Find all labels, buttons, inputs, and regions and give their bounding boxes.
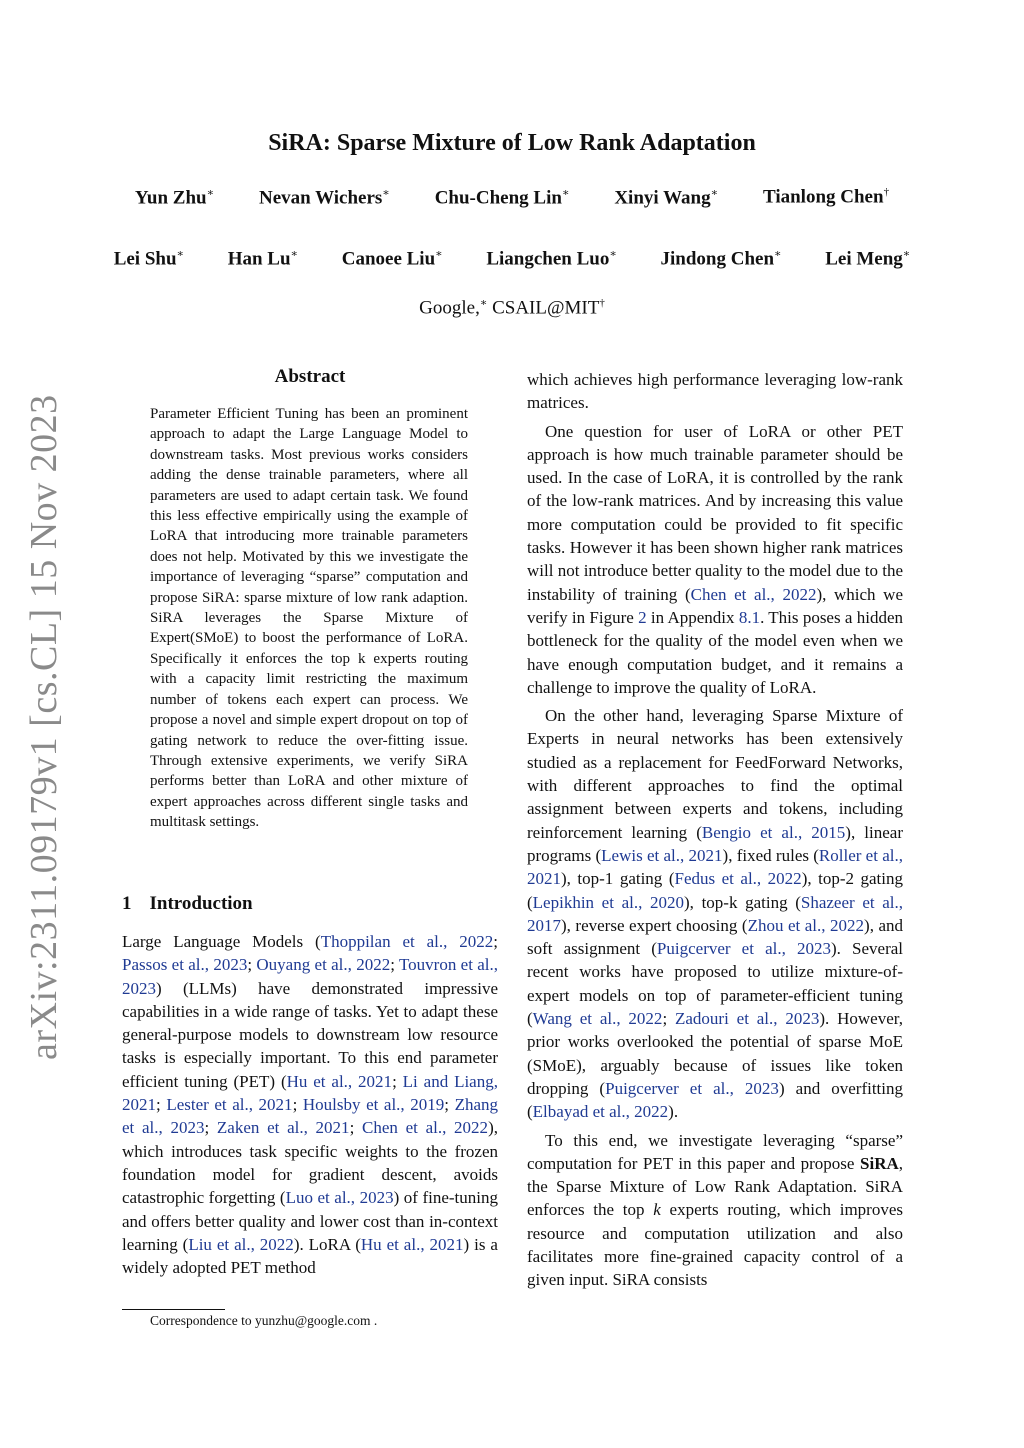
paragraph: One question for user of LoRA or other PET approach is how much trainable parameter should be used. In the case of LoRA, it is controlled by the rank of the low-rank matrices. And by increasing this value more computation could be provided to fit specific tasks. However it has been shown higher rank matrices will not introduce better quality to the model due to the instability of training (Chen et al., 2022), which we verify in Figure 2 in Appendix 8.1. This poses a hidden bottleneck for the quality of the model even when we have enough computation budget, and it remains a challenge to improve the quality of LoRA. [527,421,904,697]
citation-link[interactable]: Elbayad et al., 2022 [532,1102,669,1122]
author: Lei Meng∗ [825,248,911,270]
paragraph: On the other hand, leveraging Sparse Mixture of Experts in neural networks has been extensively studied as a replacement for FeedForward Networks, with different approaches to find the optimal assignment between experts and tokens, including reinforcement learning (Bengio et al., 2015), linear programs (Lewis et al., 2021), fixed rules (Roller et al., 2021), top-1 gating (Fedus et al., 2022), top-2 gating (Lepikhin et al., 2020), top-k gating (Shazeer et al., 2017), reverse expert choosing (Zhou et al., 2022), and soft assignment (Puigcerver et al., 2023). Several recent works have proposed to utilize mixture-of-expert models on top of parameter-efficient tuning (Wang et al., 2022; Zadouri et al., 2023). However, prior works overlooked the potential of sparse MoE (SMoE), arguably because of issues like token dropping (Puigcerver et al., 2023) and overfitting (Elbayad et al., 2022). [527,706,904,1122]
paragraph: which achieves high performance leveraging low-rank matrices. [527,370,903,413]
citation-link[interactable]: Touvron et al., 2023 [122,955,499,998]
section-heading-introduction: 1 Introduction [122,893,253,914]
citation-link[interactable]: Chen et al., 2022 [690,584,817,604]
citation-link[interactable]: Li and Liang, 2021 [122,1071,498,1115]
citation-link[interactable]: Houlsby et al., 2019 [302,1095,445,1115]
citation-link[interactable]: Zadouri et al., 2023 [675,1009,820,1029]
citation-link[interactable]: Ouyang et al., 2022 [256,955,391,975]
footnote: Correspondence to yunzhu@google.com . [150,1313,378,1328]
citation-link[interactable]: Zaken et al., 2021 [216,1118,350,1138]
introduction-right-column [527,368,903,1292]
citation-link[interactable]: Hu et al., 2021 [360,1234,464,1254]
abstract-heading: Abstract [274,366,346,387]
author: Nevan Wichers∗ [258,187,390,209]
author: Lei Shu∗ [113,248,185,270]
footnote-divider [122,1309,225,1310]
citation-link[interactable]: Lepikhin et al., 2020 [532,892,685,912]
citation-link[interactable]: Zhang et al., 2023 [122,1095,499,1138]
math-variable: k [653,1200,661,1220]
author-list-row-1 [0,186,1024,209]
citation-link[interactable]: Thoppilan et al., 2022 [320,932,494,951]
introduction-left-column [122,930,498,1279]
paragraph: Large Language Models (Thoppilan et al., 2022; Passos et al., 2023; Ouyang et al., 2022; Touvron et al., 2023) (LLMs) have demonstrated impressive capabilities in a wide range of tasks. Yet to adapt these general-purpose models to downstream low resource tasks is especially important. To this end parameter efficient tuning (PET) (Hu et al., 2021; Li and Liang, 2021; Lester et al., 2021; Houlsby et al., 2019; Zhang et al., 2023; Zaken et al., 2021; Chen et al., 2022), which introduces task specific weights to the frozen foundation model for gradient descent, avoids catastrophic forgetting (Luo et al., 2023) of fine-tuning and offers better quality and lower cost than in-context learning (Liu et al., 2022). LoRA (Hu et al., 2021) is a widely adopted PET method [122,932,499,1278]
citation-link[interactable]: 8.1 [738,607,761,627]
abstract-text: Parameter Efficient Tuning has been an prominent approach to adapt the Large Language Model to downstream tasks. Most previous works considers adding the dense trainable parameters, where all parameters are used to adapt certain task. We found this less effective empirically using the example of LoRA that introducing more trainable parameters does not help. Motivated by this we investigate the importance of leveraging “sparse” computation and propose SiRA: sparse mixture of low rank adaption. SiRA leverages the Sparse Mixture of Expert(SMoE) to boost the performance of LoRA. Specifically it enforces the top k experts routing with a capacity limit restricting the maximum number of tokens each expert can process. We propose a novel and simple expert dropout on top of gating network to reduce the over-fitting issue. Through extensive experiments, we verify SiRA performs better than LoRA and other mixture of expert approaches across different single tasks and multitask settings. [150,406,468,831]
citation-link[interactable]: Zhou et al., 2022 [747,915,865,935]
citation-link[interactable]: Bengio et al., 2015 [701,822,846,842]
citation-link[interactable]: Lester et al., 2021 [166,1095,293,1115]
citation-link[interactable]: Lewis et al., 2021 [601,845,723,865]
author: Jindong Chen∗ [660,248,782,270]
paper-title: SiRA: Sparse Mixture of Low Rank Adaptation [268,130,756,156]
citation-link[interactable]: Passos et al., 2023 [122,955,248,975]
arxiv-identifier: arXiv:2311.09179v1 [cs.CL] 15 Nov 2023 [23,394,65,1060]
bold-term: SiRA [860,1153,899,1173]
citation-link[interactable]: Wang et al., 2022 [532,1009,663,1029]
citation-link[interactable]: Hu et al., 2021 [286,1071,393,1091]
citation-link[interactable]: Puigcerver et al., 2023 [656,939,831,959]
author: Han Lu∗ [227,248,299,270]
author: Tianlong Chen† [763,186,890,208]
citation-link[interactable]: Shazeer et al., 2017 [527,892,904,935]
author: Canoee Liu∗ [341,248,443,270]
author: Yun Zhu∗ [134,187,215,209]
paragraph: To this end, we investigate leveraging “sparse” computation for PET in this paper and propose SiRA, the Sparse Mixture of Low Rank Adaptation. SiRA enforces the top k experts routing, which improves resource and computation utilization and also facilitates more fine-grained capacity control of a given input. SiRA consists [527,1130,903,1290]
author: Xinyi Wang∗ [614,187,719,209]
citation-link[interactable]: Roller et al., 2021 [527,845,903,889]
citation-link[interactable]: Liu et al., 2022 [188,1234,294,1254]
citation-link[interactable]: 2 [638,607,647,627]
author-list-row-2 [0,247,1024,270]
author: Liangchen Luo∗ [486,248,617,270]
citation-link[interactable]: Fedus et al., 2022 [674,869,802,889]
affiliations: Google,∗ CSAIL@MIT† [419,297,605,319]
author: Chu-Cheng Lin∗ [434,187,570,209]
citation-link[interactable]: Chen et al., 2022 [362,1118,489,1138]
citation-link[interactable]: Luo et al., 2023 [285,1188,394,1208]
citation-link[interactable]: Puigcerver et al., 2023 [605,1078,779,1098]
